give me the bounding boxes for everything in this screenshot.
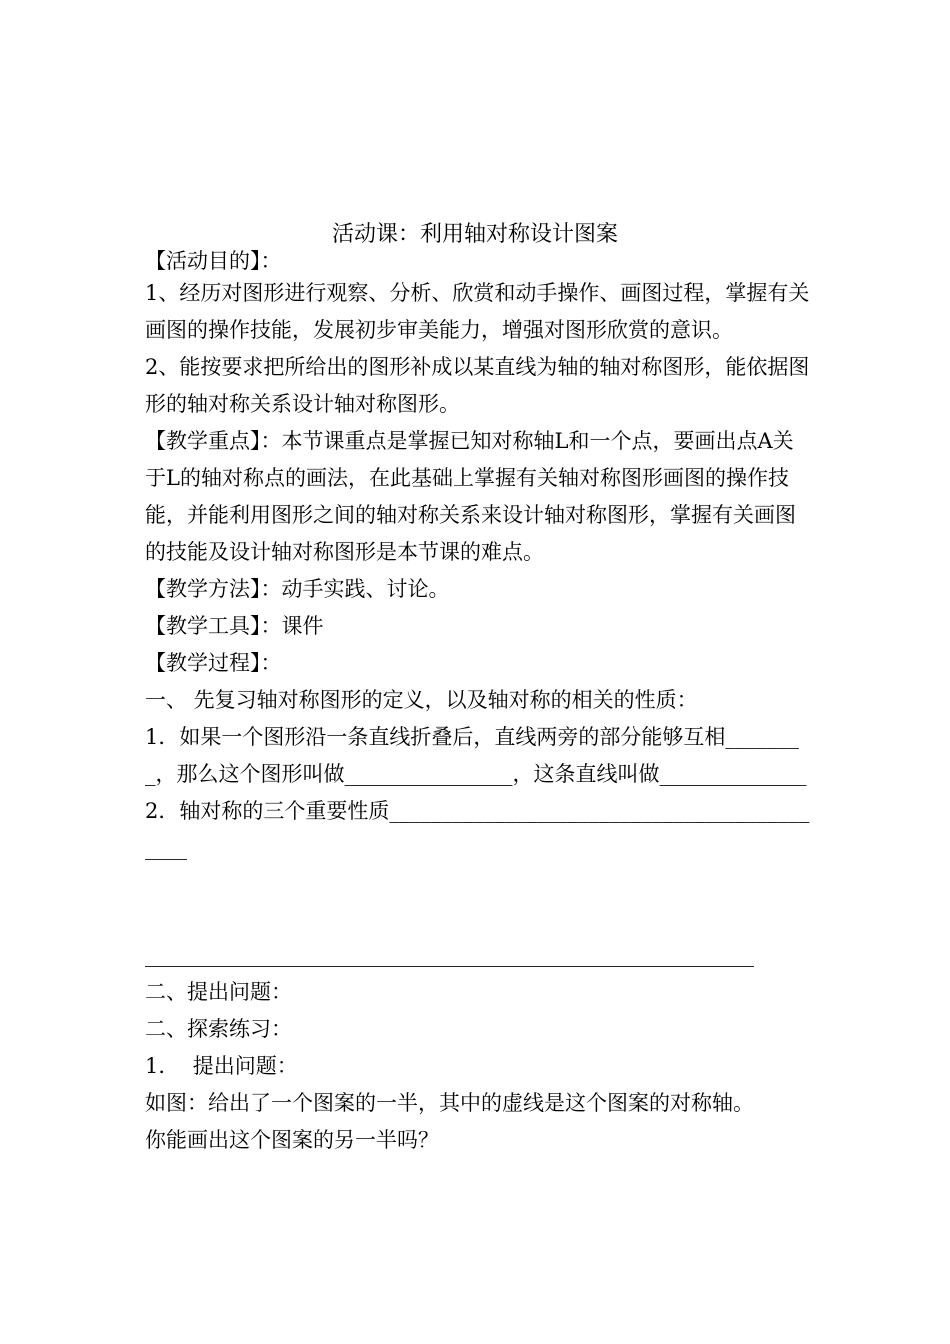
explore-heading: 二、探索练习： [145, 1017, 292, 1041]
teaching-process-heading: 【教学过程】： [145, 651, 282, 675]
raise-question-heading: 二、提出问题： [145, 980, 292, 1004]
objective-item-1: 1、经历对图形进行观察、分析、欣赏和动手操作、画图过程，掌握有关画图的操作技能，发展初步审美能力，增强对图形欣赏的意识。 [145, 281, 810, 342]
objective-item-2: 2、能按要求把所给出的图形补成以某直线为轴的轴对称图形，能依据图形的轴对称关系设计轴对称图形。 [145, 355, 810, 416]
explore-item-1: 1． 提出问题： [145, 1054, 298, 1078]
teaching-method: 【教学方法】：动手实践、讨论。 [145, 577, 450, 601]
figure-prompt-line-2: 你能画出这个图案的另一半吗？ [145, 1128, 439, 1152]
objective-heading: 【活动目的】： [145, 249, 282, 273]
question-2: 2．轴对称的三个重要性质____________________________________________ [145, 799, 810, 860]
figure-prompt-line-1: 如图：给出了一个图案的一半，其中的虚线是这个图案的对称轴。 [145, 1091, 754, 1115]
key-points-paragraph: 【教学重点】：本节课重点是掌握已知对称轴L和一个点，要画出点A关于L的轴对称点的画法，在此基础上掌握有关轴对称图形画图的操作技能，并能利用图形之间的轴对称关系来设计轴对称图形，掌握有关画图的技能及设计轴对称图形是本节课的难点。 [145, 429, 796, 564]
review-heading: 一、 先复习轴对称图形的定义，以及轴对称的相关的性质： [145, 688, 698, 712]
document-body [145, 247, 810, 1159]
teaching-tools: 【教学工具】：课件 [145, 614, 324, 638]
document-title: 活动课：利用轴对称设计图案 [331, 222, 618, 247]
answer-blank-line: __________________________________________________________ [145, 943, 754, 967]
question-1: 1．如果一个图形沿一条直线折叠后，直线两旁的部分能够互相________，那么这个图形叫做________________，这条直线叫做______________ [145, 725, 807, 786]
